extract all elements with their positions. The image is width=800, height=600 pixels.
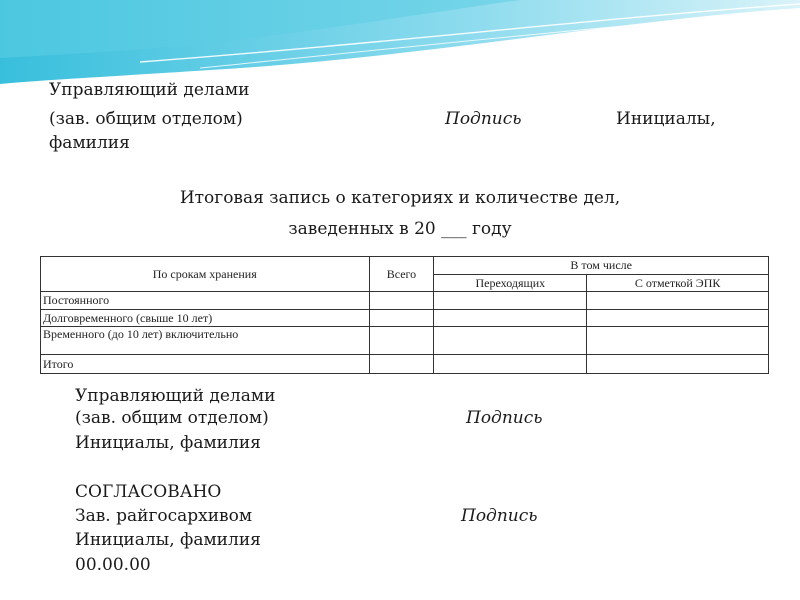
date-value: 00.00.00 <box>75 555 151 575</box>
table-cell <box>434 355 587 374</box>
header-total: Всего <box>369 257 434 292</box>
table-row <box>41 327 769 355</box>
table-cell <box>587 355 769 374</box>
records-summary-table <box>40 256 769 374</box>
table-cell <box>369 327 434 355</box>
table-row <box>41 355 769 374</box>
table-cell <box>369 310 434 327</box>
table-row <box>41 310 769 327</box>
row-label: Долговременного (свыше 10 лет) <box>41 310 370 327</box>
initials-surname-label-2: Инициалы, фамилия <box>75 530 261 550</box>
department-title-2: (зав. общим отделом) <box>75 408 269 428</box>
row-label: Временного (до 10 лет) включительно <box>41 327 370 355</box>
surname-label: фамилия <box>49 133 130 153</box>
table-row <box>41 292 769 310</box>
table-cell <box>587 310 769 327</box>
manager-title: Управляющий делами <box>49 80 250 100</box>
row-label: Постоянного <box>41 292 370 310</box>
signature-label-2: Подпись <box>466 408 543 428</box>
table-cell <box>369 355 434 374</box>
approved-label: СОГЛАСОВАНО <box>75 482 222 502</box>
table-cell <box>434 292 587 310</box>
row-label: Итого <box>41 355 370 374</box>
table-cell <box>434 327 587 355</box>
table-cell <box>587 292 769 310</box>
signature-label: Подпись <box>445 109 522 129</box>
decorative-wave-header <box>0 0 800 90</box>
signature-label-3: Подпись <box>461 506 538 526</box>
department-title: (зав. общим отделом) <box>49 109 243 129</box>
archive-head-title: Зав. райгосархивом <box>75 506 253 526</box>
initials-label: Инициалы, <box>616 109 716 129</box>
table-cell <box>369 292 434 310</box>
header-storage-period: По срокам хранения <box>41 257 370 292</box>
summary-title-line2: заведенных в 20 ___ году <box>288 219 512 239</box>
header-including: В том числе <box>434 257 769 275</box>
manager-title-2: Управляющий делами <box>75 386 276 406</box>
header-epk: С отметкой ЭПК <box>587 275 769 292</box>
table-cell <box>587 327 769 355</box>
summary-title-line1: Итоговая запись о категориях и количестве дел, <box>179 188 621 208</box>
table-header-row <box>41 257 769 275</box>
header-transitional: Переходящих <box>434 275 587 292</box>
initials-surname-label: Инициалы, фамилия <box>75 433 261 453</box>
table-cell <box>434 310 587 327</box>
